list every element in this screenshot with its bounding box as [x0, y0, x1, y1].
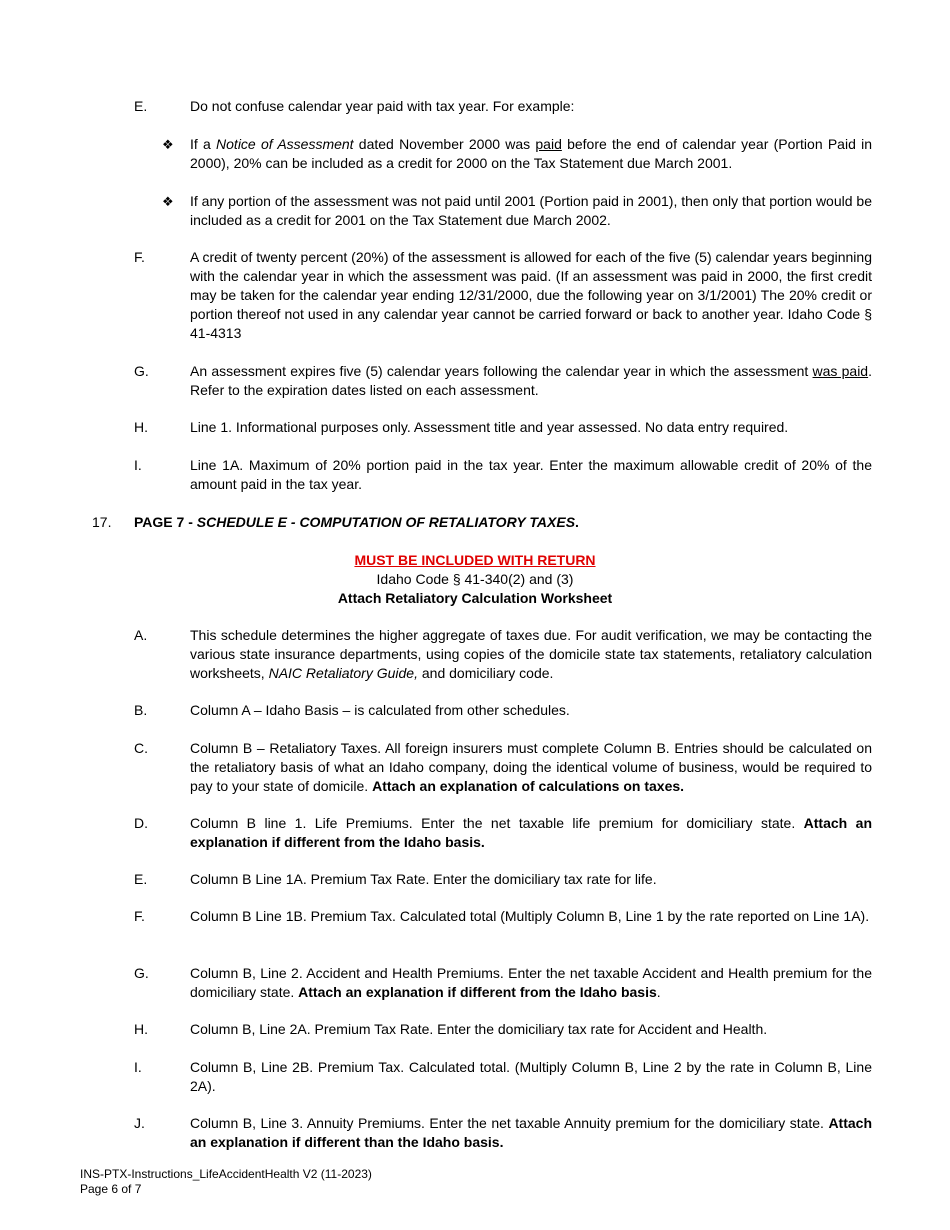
item-text: Line 1A. Maximum of 20% portion paid in the tax year. Enter the maximum allowable credit of 20% of the amount paid in the tax year.	[190, 457, 872, 492]
item-letter: H.	[134, 419, 148, 435]
item-text: This schedule determines the higher aggregate of taxes due. For audit verification, we may be contacting the various state insurance departments, using copies of the domicile state tax statements, retaliatory calculation worksheets, NAIC Retaliatory Guide, and domiciliary code.	[190, 627, 872, 681]
idaho-code-reference: Idaho Code § 41-340(2) and (3)	[376, 571, 574, 587]
item-letter: G.	[134, 363, 149, 379]
item-text: Column B Line 1A. Premium Tax Rate. Enter the domiciliary tax rate for life.	[190, 871, 657, 887]
item-text: Column B, Line 2B. Premium Tax. Calculated total. (Multiply Column B, Line 2 by the rate in Column B, Line 2A).	[190, 1059, 872, 1094]
bullet-text: If any portion of the assessment was not paid until 2001 (Portion paid in 2001), then only that portion would be included as a credit for 2001 on the Tax Statement due March 2002.	[190, 193, 872, 228]
item-letter: D.	[134, 815, 148, 831]
item-text: Do not confuse calendar year paid with tax year. For example:	[190, 98, 575, 114]
section-number: 17.	[92, 514, 112, 530]
footer-page-number: Page 6 of 7	[80, 1182, 142, 1196]
attach-worksheet-note: Attach Retaliatory Calculation Worksheet	[337, 590, 613, 606]
item-text: Column B, Line 2A. Premium Tax Rate. Enter the domiciliary tax rate for Accident and Health.	[190, 1021, 768, 1037]
footer-form-id: INS-PTX-Instructions_LifeAccidentHealth V2 (11-2023)	[80, 1167, 372, 1181]
section-title: PAGE 7 - SCHEDULE E - COMPUTATION OF RETALIATORY TAXES.	[134, 514, 579, 530]
item-letter: F.	[134, 249, 145, 265]
item-letter: E.	[134, 871, 148, 887]
item-text: Line 1. Informational purposes only. Assessment title and year assessed. No data entry required.	[190, 419, 789, 435]
item-text: A credit of twenty percent (20%) of the assessment is allowed for each of the five (5) calendar years beginning with the calendar year in which the assessment was paid. (If an assessment was paid in 2000, the first credit may be taken for the calendar year ending 12/31/2000, due the following year on 3/1/2001) The 20% credit or portion thereof not used in any calendar year cannot be carried forward or back to another year. Idaho Code § 41-4313	[190, 249, 872, 341]
item-text: Column B line 1. Life Premiums. Enter the net taxable life premium for domiciliary state. Attach an explanation if different from the Idaho basis.	[190, 815, 872, 850]
diamond-bullet-icon: ❖	[162, 194, 174, 209]
item-letter: C.	[134, 740, 148, 756]
item-letter: A.	[134, 627, 148, 643]
item-letter: I.	[134, 1059, 142, 1075]
item-letter: E.	[134, 98, 148, 114]
item-letter: H.	[134, 1021, 148, 1037]
item-letter: B.	[134, 702, 148, 718]
item-letter: F.	[134, 908, 145, 924]
item-text: Column B, Line 3. Annuity Premiums. Enter the net taxable Annuity premium for the domiciliary state. Attach an explanation if different than the Idaho basis.	[190, 1115, 872, 1150]
item-text: Column B, Line 2. Accident and Health Premiums. Enter the net taxable Accident and Health premium for the domiciliary state. Attach an explanation if different from the Idaho basis.	[190, 965, 872, 1000]
item-letter: G.	[134, 965, 149, 981]
bullet-text: If a Notice of Assessment dated November 2000 was paid before the end of calendar year (Portion Paid in 2000), 20% can be included as a credit for 2000 on the Tax Statement due March 2001.	[190, 136, 872, 171]
item-letter: J.	[134, 1115, 145, 1131]
item-text: Column B – Retaliatory Taxes. All foreign insurers must complete Column B. Entries should be calculated on the retaliatory basis of what an Idaho company, doing the identical volume of business, would be required to pay to your state of domicile. Attach an explanation of calculations on taxes.	[190, 740, 872, 794]
diamond-bullet-icon: ❖	[162, 137, 174, 152]
item-letter: I.	[134, 457, 142, 473]
item-text: Column B Line 1B. Premium Tax. Calculated total (Multiply Column B, Line 1 by the rate reported on Line 1A).	[190, 908, 870, 924]
item-text: An assessment expires five (5) calendar years following the calendar year in which the assessment was paid. Refer to the expiration dates listed on each assessment.	[190, 363, 872, 398]
item-text: Column A – Idaho Basis – is calculated from other schedules.	[190, 702, 570, 718]
must-include-notice: MUST BE INCLUDED WITH RETURN	[354, 552, 596, 568]
